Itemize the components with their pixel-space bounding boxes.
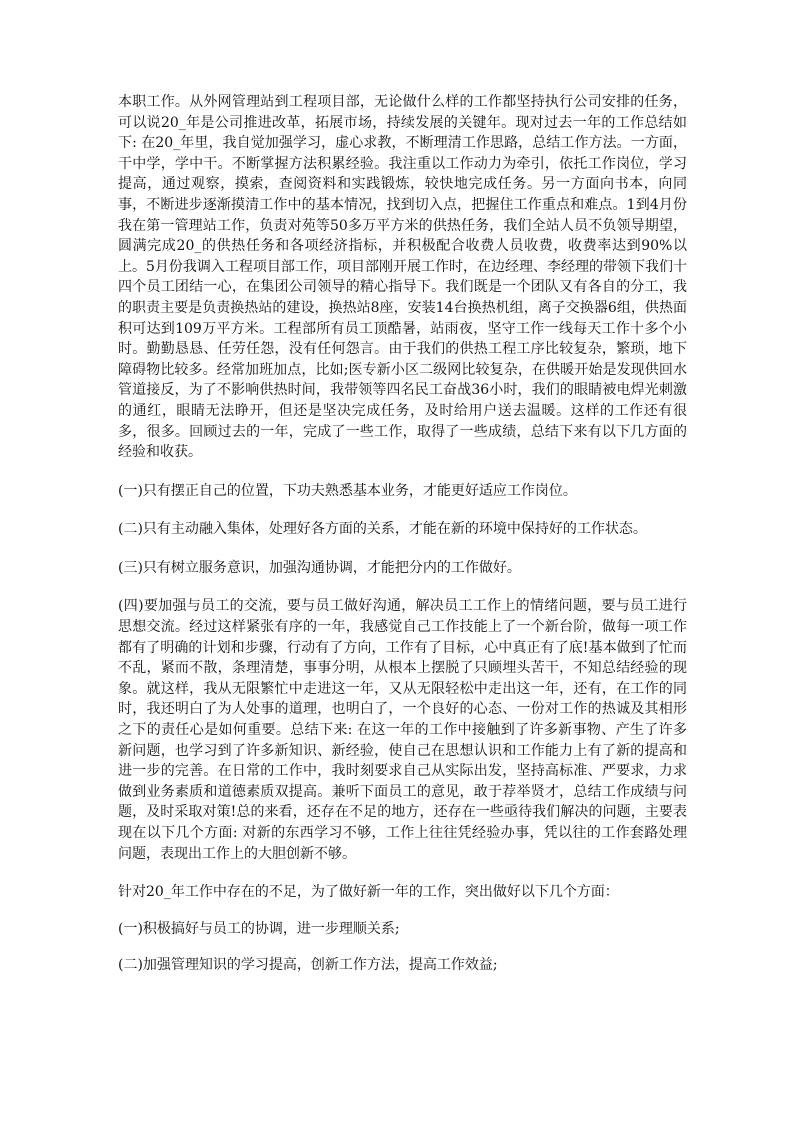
plan-item-2: (二)加强管理知识的学习提高，创新工作方法，提高工作效益;: [118, 957, 498, 974]
lesson-item-1: (一)只有摆正自己的位置，下功夫熟悉基本业务，才能更好适应工作岗位。: [118, 482, 577, 499]
plan-item-1: (一)积极搞好与员工的协调，进一步理顺关系;: [118, 920, 400, 937]
lesson-item-2: (二)只有主动融入集体，处理好各方面的关系，才能在新的环境中保持好的工作状态。: [118, 521, 647, 538]
plan-intro: 针对20_年工作中存在的不足，为了做好新一年的工作，突出做好以下几个方面：: [118, 884, 619, 901]
lesson-item-3: (三)只有树立服务意识，加强沟通协调，才能把分内的工作做好。: [118, 559, 521, 576]
body-paragraph-summary: 本职工作。从外网管理站到工程项目部，无论做什么样的工作都坚持执行公司安排的任务，可以说20_年是公司推进改革，拓展市场，持续发展的关键年。现对过去一年的工作总结如下: 在20_年里，我自觉加强学习，虚心求教，不断理清工作思路，总结工作方法。一方面，干中学，学中干。不断掌握方法积累经验。我注重以工作动力为牵引，依托工作岗位，学习提高，通过观察，摸索，查阅资料和实践锻炼，较快地完成任务。另一方面向书本，向同事，不断进步逐渐摸清工作中的基本情况，找到切入点，把握住工作重点和难点。1到4月份我在第一管理站工作，负责对苑等50多万平方米的供热任务，我们全站人员不负领导期望，圆满完成20_的供热任务和各项经济指标，并积极配合收费人员收费，收费率达到90%以上。5月份我调入工程项目部工作，项目部刚开展工作时，在边经理、李经理的带领下我们十四个员工团结一心，在集团公司领导的精心指导下。我们既是一个团队又有各自的分工，我的职责主要是负责换热站的建设，换热站8座，安装14台换热机组，离子交换器6组，供热面积可达到109万平方米。工程部所有员工顶酷暑，站雨夜，坚守工作一线每天工作十多个小时。勤勤恳恳、任劳任怨，没有任何怨言。由于我们的供热工程工序比较复杂，繁琐，地下障碍物比较多。经常加班加点，比如;医专新小区二级网比较复杂，在供暖开始是发现供回水管道接反，为了不影响供热时间，我带领等四名民工奋战36小时，我们的眼睛被电焊光刺激的通红，眼睛无法睁开，但还是坚决完成任务，及时给用户送去温暖。这样的工作还有很多，很多。回顾过去的一年，完成了一些工作，取得了一些成绩，总结下来有以下几方面的经验和收获。: [118, 94, 687, 461]
lesson-item-4: (四)要加强与员工的交流，要与员工做好沟通，解决员工工作上的情绪问题，要与员工进行思想交流。经过这样紧张有序的一年，我感觉自己工作技能上了一个新台阶，做每一项工作都有了明确的计划和步骤，行动有了方向，工作有了目标，心中真正有了底!基本做到了忙而不乱，紧而不散，条理清楚，事事分明，从根本上摆脱了只顾埋头苦干，不知总结经验的现象。就这样，我从无限繁忙中走进这一年，又从无限轻松中走出这一年，还有，在工作的同时，我还明白了为人处事的道理，也明白了，一个良好的心态、一份对工作的热诚及其相形之下的责任心是如何重要。总结下来: 在这一年的工作中接触到了许多新事物、产生了许多新问题，也学习到了许多新知识、新经验，使自己在思想认识和工作能力上有了新的提高和进一步的完善。在日常的工作中，我时刻要求自己从实际出发，坚持高标准、严要求，力求做到业务素质和道德素质双提高。兼听下面员工的意见，敢于荐举贤才，总结工作成绩与问题，及时采取对策!总的来看，还存在不足的地方，还存在一些亟待我们解决的问题，主要表现在以下几个方面: 对新的东西学习不够，工作上往往凭经验办事，凭以往的工作套路处理问题，表现出工作上的大胆创新不够。: [118, 598, 687, 862]
